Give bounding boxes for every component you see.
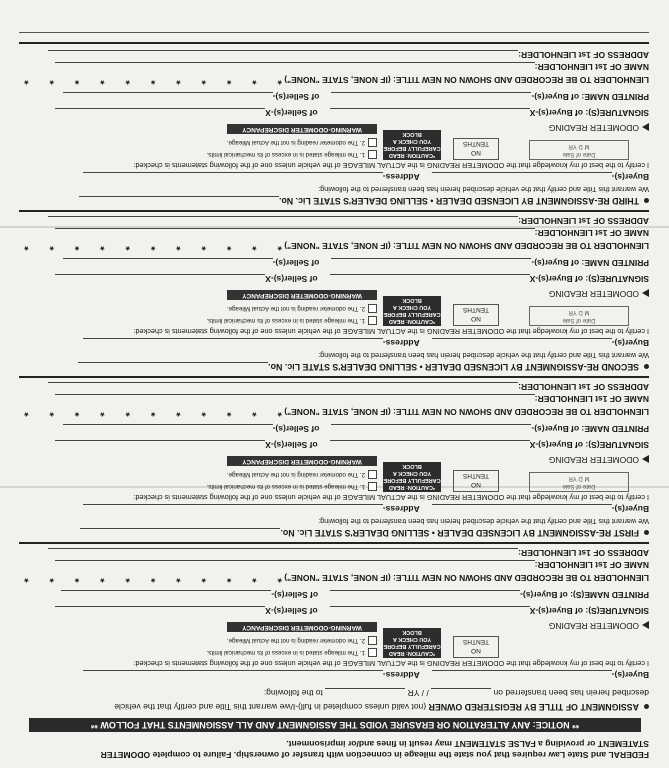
bullet-icon <box>644 530 649 535</box>
address-field[interactable] <box>83 670 383 679</box>
buyers-field[interactable] <box>432 670 612 679</box>
transfer-year-field[interactable] <box>325 688 405 697</box>
buyers-field[interactable] <box>432 504 612 513</box>
address-lienholder-line: ADDRESS OF 1st LIENHOLDER: <box>19 50 649 60</box>
caution-box: *CAUTION: READ CAREFULLY BEFORE YOU CHECK A BLOCK <box>383 463 441 490</box>
warrant-statement: We warrant this Title and certify that the vehicle described herein has been transferred to the following: <box>318 517 649 526</box>
printed-names-line: PRINTED NAME(S): of Buyer(s)-of Seller(s)- <box>19 590 649 600</box>
seller-printed-field[interactable] <box>63 92 273 101</box>
bullet-icon <box>644 704 649 709</box>
buyers-line: Buyer(s)-Address- <box>19 670 649 680</box>
seller-signature-field[interactable] <box>55 274 265 283</box>
address-field[interactable] <box>83 172 383 181</box>
name-lienholder-line: NAME OF 1st LIENHOLDER: <box>19 62 649 72</box>
date-of-sale-box[interactable]: Date of Sale M D YR <box>529 306 629 326</box>
name-lienholder-field[interactable] <box>55 560 535 569</box>
statement-1: 1. The mileage stated is in excess of its mechanical limits. <box>207 482 377 491</box>
address-lienholder-field[interactable] <box>48 216 518 225</box>
caution-box: *CAUTION: READ CAREFULLY BEFORE YOU CHECK A BLOCK <box>383 297 441 324</box>
buyer-printed-field[interactable] <box>331 258 531 267</box>
statement-1-checkbox[interactable] <box>368 482 377 491</box>
section-divider <box>19 42 649 44</box>
odometer-reading-label: ODOMETER READING <box>409 455 649 465</box>
buyer-printed-field[interactable] <box>331 424 531 433</box>
warrant-statement: We warrant this Title and certify that the vehicle described herein has been transferred to the following: <box>318 185 649 194</box>
address-lienholder-line: ADDRESS OF 1st LIENHOLDER: <box>19 382 649 392</box>
no-tenths-box: NO TENTHS <box>453 636 499 658</box>
signatures-line: SIGNATURE(S): of Buyer(s)-Xof Seller(s)-X <box>19 108 649 118</box>
bullet-icon <box>644 198 649 203</box>
owner-transfer-line: described herein has been transferred on / / YR to the following: <box>263 688 649 698</box>
certify-statement: I certify to the best of my knowledge that the ODOMETER READING is the ACTUAL MILEAGE of the vehicle unless one of the following statements is checked: <box>133 493 649 502</box>
first-reassignment-heading: FIRST RE-ASSIGNMENT BY LICENSED DEALER • SELLING DEALER'S STATE Lic. No. <box>19 528 649 538</box>
certify-statement: I certify to the best of my knowledge that the ODOMETER READING is the ACTUAL MILEAGE of the vehicle unless one of the following statements is checked: <box>133 659 649 668</box>
odometer-reading-label: ODOMETER READING <box>409 289 649 299</box>
statement-2-checkbox[interactable] <box>368 304 377 313</box>
printed-name-line: PRINTED NAME: of Buyer(s)-of Seller(s)- <box>19 92 649 102</box>
buyers-field[interactable] <box>432 172 612 181</box>
buyer-signature-field[interactable] <box>330 440 530 449</box>
first-lic-field[interactable] <box>80 528 280 537</box>
warning-odometer-discrepancy: WARNING-ODOMETER DISCREPANCY <box>227 622 377 632</box>
statement-2-checkbox[interactable] <box>368 138 377 147</box>
warning-odometer-discrepancy: WARNING-ODOMETER DISCREPANCY <box>227 290 377 300</box>
statement-2: 2. The odometer reading is not the Actual Mileage. <box>227 138 377 147</box>
statement-2: 2. The odometer reading is not the Actual Mileage. <box>227 304 377 313</box>
statement-1: 1. The mileage stated is in excess of its mechanical limits. <box>207 648 377 657</box>
lienholder-line: LIENHOLDER TO BE RECORDED AND SHOWN ON NEW TITLE: (IF NONE, STATE "NONE") * * * * * * * * * * * <box>15 74 649 86</box>
address-lienholder-field[interactable] <box>48 382 518 391</box>
address-lienholder-line: ADDRESS OF 1st LIENHOLDER: <box>19 216 649 226</box>
buyer-printed-field[interactable] <box>331 92 531 101</box>
seller-signature-field[interactable] <box>55 108 265 117</box>
warning-odometer-discrepancy: WARNING-ODOMETER DISCREPANCY <box>227 456 377 466</box>
address-lienholder-field[interactable] <box>48 548 518 557</box>
statement-1-checkbox[interactable] <box>368 648 377 657</box>
federal-notice-line1: FEDERAL and State Law requires that you state the mileage in connection with transfer of ownership. Failure to complete ODOMETER <box>100 750 649 760</box>
name-lienholder-field[interactable] <box>55 394 535 403</box>
statement-2: 2. The odometer reading is not the Actual Mileage. <box>227 636 377 645</box>
statement-1-checkbox[interactable] <box>368 316 377 325</box>
seller-printed-field[interactable] <box>61 590 271 599</box>
caution-box: *CAUTION: READ CAREFULLY BEFORE YOU CHECK A BLOCK <box>383 629 441 656</box>
lienholder-line: LIENHOLDER TO BE RECORDED AND SHOWN ON NEW TITLE: (IF NONE, STATE "NONE") * * * * * * * * * * * <box>15 406 649 418</box>
transfer-month-field[interactable] <box>431 688 491 697</box>
printed-name-line: PRINTED NAME: of Buyer(s)-of Seller(s)- <box>19 258 649 268</box>
lienholder-line: LIENHOLDER TO BE RECORDED AND SHOWN ON NEW TITLE: (IF NONE, STATE "NONE") * * * * * * * * * * * <box>15 240 649 252</box>
statement-2: 2. The odometer reading is not the Actual Mileage. <box>227 470 377 479</box>
signatures-line: SIGNATURE(S): of Buyer(s)-Xof Seller(s)-X <box>19 440 649 450</box>
signatures-line: SIGNATURE(S): of Buyer(s)-Xof Seller(s)-X <box>19 606 649 616</box>
statement-1: 1. The mileage stated is in excess of its mechanical limits. <box>207 316 377 325</box>
buyer-signature-field[interactable] <box>330 274 530 283</box>
triangle-icon <box>642 455 649 463</box>
section-divider <box>19 376 649 378</box>
printed-name-line: PRINTED NAME: of Buyer(s)-of Seller(s)- <box>19 424 649 434</box>
date-of-sale-box[interactable]: Date of Sale M D YR <box>529 472 629 492</box>
section-divider <box>19 542 649 544</box>
alteration-notice: ** NOTICE: ANY ALTERATION OR ERASURE VOIDS THE ASSIGNMENT AND ALL ASSIGNMENTS THAT FOLLOW ** <box>29 718 641 732</box>
name-lienholder-line: NAME OF 1st LIENHOLDER: <box>19 560 649 570</box>
triangle-icon <box>642 289 649 297</box>
third-reassignment-heading: THIRD RE-ASSIGNMENT BY LICENSED DEALER • SELLING DEALER'S STATE Lic. No. <box>19 196 649 206</box>
warning-odometer-discrepancy: WARNING-ODOMETER DISCREPANCY <box>227 124 377 134</box>
lienholder-line: LIENHOLDER TO BE RECORDED AND SHOWN ON NEW TITLE: (IF NONE, STATE "NONE") * * * * * * * * * * * <box>15 572 649 584</box>
bottom-rule <box>19 32 649 33</box>
statement-2-checkbox[interactable] <box>368 636 377 645</box>
third-lic-field[interactable] <box>79 196 279 205</box>
seller-signature-field[interactable] <box>55 606 265 615</box>
triangle-icon <box>642 123 649 131</box>
certify-statement: I certify to the best of my knowledge that the ODOMETER READING is the ACTUAL MILEAGE of the vehicle unless one of the following statements is checked: <box>133 161 649 170</box>
signatures-line: SIGNATURE(S): of Buyer(s)-Xof Seller(s)-X <box>19 274 649 284</box>
buyers-line: Buyer(s)-Address- <box>19 338 649 348</box>
buyer-printed-field[interactable] <box>330 590 520 599</box>
date-of-sale-box[interactable]: Date of Sale M D YR <box>529 140 629 160</box>
statement-2-checkbox[interactable] <box>368 470 377 479</box>
bullet-icon <box>644 364 649 369</box>
second-lic-field[interactable] <box>78 362 268 371</box>
buyer-signature-field[interactable] <box>330 108 530 117</box>
address-lienholder-line: ADDRESS OF 1st LIENHOLDER: <box>19 548 649 558</box>
triangle-icon <box>642 621 649 629</box>
section-divider <box>19 210 649 212</box>
odometer-reading-label: ODOMETER READING <box>409 621 649 631</box>
address-field[interactable] <box>83 504 383 513</box>
caution-box: *CAUTION: READ CAREFULLY BEFORE YOU CHECK A BLOCK <box>383 131 441 158</box>
name-lienholder-line: NAME OF 1st LIENHOLDER: <box>19 228 649 238</box>
buyers-line: Buyer(s)-Address- <box>19 172 649 182</box>
statement-1: 1. The mileage stated is in excess of its mechanical limits. <box>207 150 377 159</box>
odometer-reading-label: ODOMETER READING <box>409 123 649 133</box>
address-field[interactable] <box>83 338 383 347</box>
seller-signature-field[interactable] <box>55 440 265 449</box>
seller-printed-field[interactable] <box>63 424 273 433</box>
second-reassignment-heading: SECOND RE-ASSIGNMENT BY LICENSED DEALER • SELLING DEALER'S STATE Lic. No. <box>19 362 649 372</box>
name-lienholder-field[interactable] <box>55 228 535 237</box>
statement-1-checkbox[interactable] <box>368 150 377 159</box>
certify-statement: I certify to the best of my knowledge that the ODOMETER READING is the ACTUAL MILEAGE of the vehicle unless one of the following statements is checked: <box>133 327 649 336</box>
federal-notice-line2: STATEMENT or providing a FALSE STATEMENT may result in fines and/or imprisonment. <box>286 739 649 749</box>
name-lienholder-line: NAME OF 1st LIENHOLDER: <box>19 394 649 404</box>
name-lienholder-field[interactable] <box>55 62 535 71</box>
buyers-line: Buyer(s)-Address- <box>19 504 649 514</box>
address-lienholder-field[interactable] <box>48 50 518 59</box>
warrant-statement: We warrant this Title and certify that the vehicle described herein has been transferred to the following: <box>318 351 649 360</box>
no-tenths-box: NO TENTHS <box>453 304 499 326</box>
no-tenths-box: NO TENTHS <box>453 138 499 160</box>
buyer-signature-field[interactable] <box>330 606 530 615</box>
no-tenths-box: NO TENTHS <box>453 470 499 492</box>
owner-assignment-heading: ASSIGNMENT OF TITLE BY REGISTERED OWNER (not valid unless completed in full)-I/we warrant this Title and certify that the vehicle <box>19 702 649 712</box>
seller-printed-field[interactable] <box>63 258 273 267</box>
buyers-field[interactable] <box>432 338 612 347</box>
